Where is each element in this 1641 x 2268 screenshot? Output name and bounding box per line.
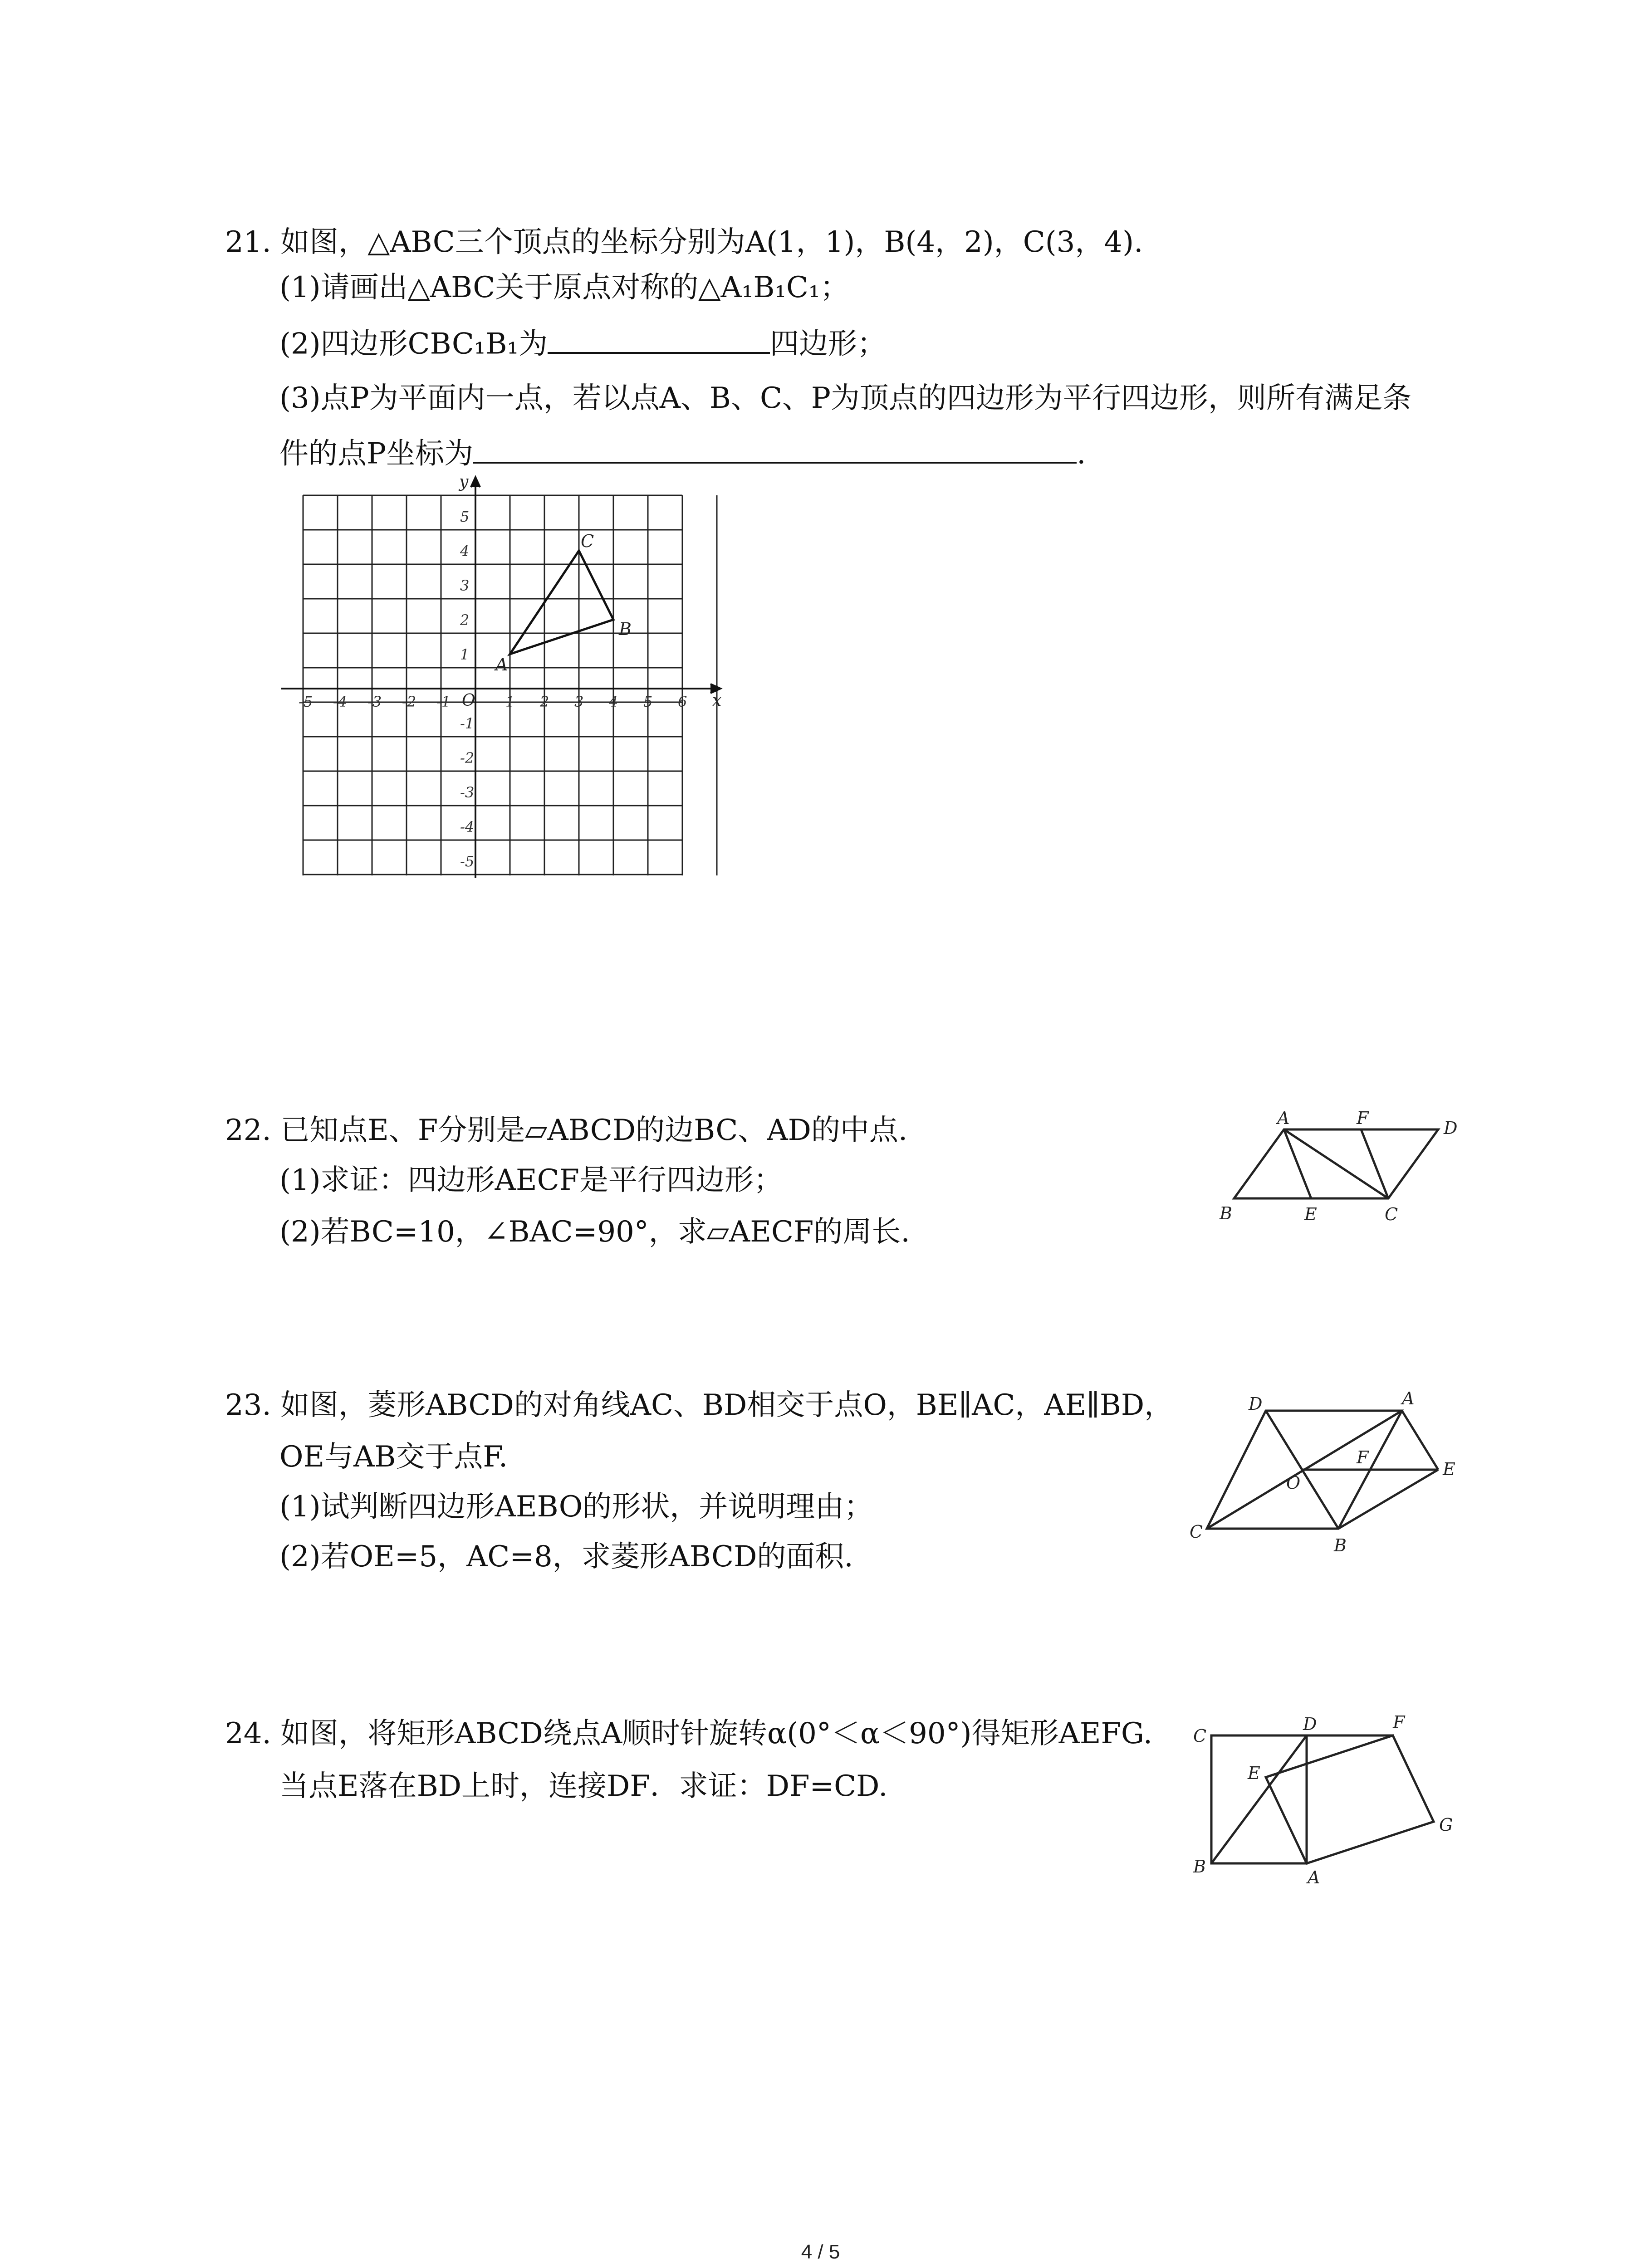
x-tick-label: -5 xyxy=(299,693,313,710)
x-tick-label: 5 xyxy=(643,693,653,710)
q24-label-b: B xyxy=(1193,1857,1206,1877)
q24-label-c: C xyxy=(1193,1726,1207,1746)
x-tick-label: 6 xyxy=(678,693,687,710)
q23-line-4: (2)若OE=5，AC=8，求菱形ABCD的面积. xyxy=(279,1540,853,1574)
q21-line-5-text-b: . xyxy=(1077,437,1086,471)
y-tick-label: -3 xyxy=(460,784,475,801)
y-tick-label: 1 xyxy=(460,646,470,663)
q22-line-1: 22. 已知点E、F分别是▱ABCD的边BC、AD的中点. xyxy=(225,1114,908,1147)
point-a-label: A xyxy=(495,655,508,675)
y-tick-label: 5 xyxy=(460,508,470,525)
axes xyxy=(281,477,720,878)
y-tick-label: 4 xyxy=(460,543,470,560)
x-tick-label: 1 xyxy=(505,693,515,710)
y-tick-label: -1 xyxy=(460,715,475,732)
y-tick-label: 2 xyxy=(460,611,470,629)
q22-label-a: A xyxy=(1277,1108,1290,1128)
q23-label-a: A xyxy=(1402,1388,1415,1408)
origin-label: O xyxy=(462,691,475,710)
x-tick-label: -4 xyxy=(333,693,348,710)
grid-lines xyxy=(303,495,717,875)
q21-coordinate-grid-figure xyxy=(272,467,735,885)
q21-line-2: (1)请画出△ABC关于原点对称的△A₁B₁C₁； xyxy=(279,271,849,304)
q24-label-a: A xyxy=(1308,1867,1320,1887)
triangle-abc xyxy=(510,551,613,654)
y-tick-label: -4 xyxy=(460,818,475,836)
x-tick-label: -3 xyxy=(367,693,382,710)
y-tick-label: -5 xyxy=(460,853,475,870)
q21-line-3-text-b: 四边形； xyxy=(770,327,887,361)
q23-line-2: OE与AB交于点F. xyxy=(279,1440,508,1474)
q23-label-b: B xyxy=(1334,1535,1347,1555)
q22-label-c: C xyxy=(1385,1204,1398,1224)
q22-parallelogram-figure xyxy=(1207,1098,1461,1234)
q23-line-3: (1)试判断四边形AEBO的形状，并说明理由； xyxy=(279,1490,873,1524)
x-tick-label: 3 xyxy=(574,693,584,710)
q24-line-1: 24. 如图，将矩形ABCD绕点A顺时针旋转α(0°＜α＜90°)得矩形AEFG. xyxy=(225,1717,1153,1750)
x-tick-label: -2 xyxy=(402,693,416,710)
q21-answer-blank-3[interactable] xyxy=(473,435,1077,464)
q22-label-d: D xyxy=(1444,1118,1458,1138)
q21-line-5 xyxy=(279,435,1086,469)
q21-line-5-text-a: 件的点P坐标为 xyxy=(279,437,474,471)
point-b-label: B xyxy=(619,619,632,639)
q22-label-f: F xyxy=(1357,1108,1369,1128)
q21-line-1: 21. 如图，△ABC三个顶点的坐标分别为A(1，1)，B(4，2)，C(3，4). xyxy=(225,225,1143,259)
q24-label-d: D xyxy=(1303,1714,1317,1734)
y-tick-label: 3 xyxy=(460,577,470,594)
q23-line-1: 23. 如图，菱形ABCD的对角线AC、BD相交于点O，BE∥AC，AE∥BD， xyxy=(225,1388,1174,1422)
y-axis-label: y xyxy=(459,473,469,491)
x-tick-label: 2 xyxy=(540,693,549,710)
q24-label-g: G xyxy=(1439,1815,1453,1835)
q24-rotated-rectangle-figure xyxy=(1180,1706,1506,1896)
q24-label-f: F xyxy=(1393,1712,1405,1732)
q22-label-e: E xyxy=(1304,1204,1317,1224)
x-tick-label: -1 xyxy=(436,693,451,710)
point-c-label: C xyxy=(581,531,594,551)
x-tick-label: 4 xyxy=(609,693,618,710)
page-number: 4 / 5 xyxy=(801,2241,840,2263)
q23-label-o: O xyxy=(1286,1473,1301,1493)
q21-line-4: (3)点P为平面内一点，若以点A、B、C、P为顶点的四边形为平行四边形，则所有满足条 xyxy=(279,381,1411,415)
q24-line-2: 当点E落在BD上时，连接DF．求证：DF=CD. xyxy=(279,1769,888,1803)
y-tick-label: -2 xyxy=(460,749,475,767)
q23-label-c: C xyxy=(1190,1522,1203,1542)
q23-label-e: E xyxy=(1443,1459,1455,1479)
q23-label-d: D xyxy=(1249,1394,1263,1414)
q22-line-2: (1)求证：四边形AECF是平行四边形； xyxy=(279,1163,783,1197)
q21-line-3-text-a: (2)四边形CBC₁B₁为 xyxy=(279,327,548,361)
q22-line-3: (2)若BC=10，∠BAC=90°，求▱AECF的周长. xyxy=(279,1215,910,1249)
x-axis-label: x xyxy=(712,691,722,710)
q23-rhombus-figure xyxy=(1180,1374,1506,1565)
q21-answer-blank-2[interactable] xyxy=(548,326,770,354)
q22-label-b: B xyxy=(1220,1203,1232,1223)
q24-label-e: E xyxy=(1248,1763,1260,1783)
q23-label-f: F xyxy=(1357,1447,1369,1467)
q21-line-3 xyxy=(279,326,886,359)
